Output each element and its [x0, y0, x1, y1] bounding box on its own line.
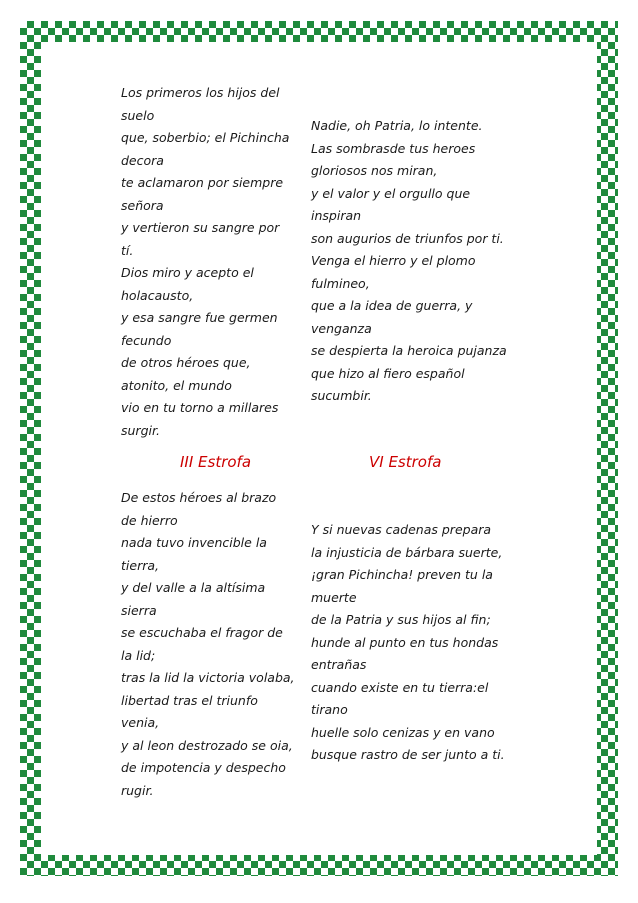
verse-line: te aclamaron por siempre	[121, 175, 284, 190]
verse-line: rugir.	[121, 782, 154, 798]
verse-line: señora	[121, 197, 164, 213]
verse-line: tras la lid la victoria volaba,	[121, 670, 295, 685]
verse-line: tí.	[121, 242, 134, 258]
verse-line: Las sombrasde tus heroes	[311, 140, 476, 156]
verse-line: de hierro	[121, 512, 178, 528]
verse-line: de otros héroes que,	[121, 355, 251, 370]
stanza-right-bottom	[311, 519, 526, 767]
verse-line: sierra	[121, 602, 157, 618]
verse-line: sucumbir.	[311, 388, 372, 403]
verse-line: se despierta la heroica pujanza	[311, 343, 507, 358]
verse-line: surgir.	[121, 422, 160, 438]
verse-line: nada tuvo invencible la	[121, 535, 267, 550]
verse-line: entrañas	[311, 657, 367, 672]
verse-line: Y si nuevas cadenas prepara	[311, 522, 492, 537]
verse-line: que, soberbio; el Pichincha	[121, 130, 290, 145]
verse-line: vio en tu torno a millares	[121, 400, 279, 415]
verse-line: Venga el hierro y el plomo	[311, 253, 476, 268]
verse-line: Dios miro y acepto el	[121, 265, 254, 280]
verse-line: fecundo	[121, 332, 172, 348]
verse-line: y del valle a la altísima	[121, 580, 266, 595]
verse-line: inspiran	[311, 208, 362, 223]
stanza-left-bottom	[121, 487, 306, 802]
verse-line: busque rastro de ser junto a ti.	[311, 747, 505, 762]
verse-line: suelo	[121, 107, 155, 123]
verse-line: hunde al punto en tus hondas	[311, 634, 499, 650]
stanza-title-right: VI Estrofa	[369, 453, 442, 471]
verse-line: decora	[121, 152, 164, 168]
verse-line: ¡gran Pichincha! preven tu la	[311, 567, 493, 582]
verse-line: de impotencia y despecho	[121, 760, 286, 775]
verse-line: son augurios de triunfos por ti.	[311, 230, 504, 246]
verse-line: y el valor y el orgullo que	[311, 185, 471, 201]
verse-line: atonito, el mundo	[121, 377, 232, 393]
verse-line: tirano	[311, 702, 348, 717]
verse-line: Nadie, oh Patria, lo intente.	[311, 118, 483, 133]
verse-line: y esa sangre fue germen	[121, 310, 278, 325]
verse-line: fulmineo,	[311, 275, 370, 291]
verse-line: gloriosos nos miran,	[311, 163, 438, 178]
verse-line: venganza	[311, 320, 372, 336]
verse-line: huelle solo cenizas y en vano	[311, 724, 495, 740]
verse-line: que hizo al fiero español	[311, 365, 465, 381]
verse-line: la injusticia de bárbara suerte,	[311, 544, 503, 560]
verse-line: tierra,	[121, 557, 159, 573]
verse-line: se escuchaba el fragor de	[121, 625, 283, 640]
verse-line: De estos héroes al brazo	[121, 490, 277, 505]
verse-line: holacausto,	[121, 287, 194, 303]
verse-line: muerte	[311, 589, 357, 605]
stanza-title-left: III Estrofa	[180, 453, 252, 471]
stanza-left-top	[121, 82, 301, 442]
verse-line: de la Patria y sus hijos al fin;	[311, 612, 491, 627]
verse-line: y al leon destrozado se oia,	[121, 737, 293, 753]
verse-line: y vertieron su sangre por	[121, 220, 280, 235]
verse-line: cuando existe en tu tierra:el	[311, 679, 489, 695]
verse-line: libertad tras el triunfo	[121, 692, 258, 708]
verse-line: que a la idea de guerra, y	[311, 298, 473, 313]
verse-line: Los primeros los hijos del	[121, 85, 280, 100]
verse-line: venia,	[121, 715, 160, 730]
verse-line: la lid;	[121, 647, 156, 663]
stanza-right-top	[311, 115, 526, 408]
